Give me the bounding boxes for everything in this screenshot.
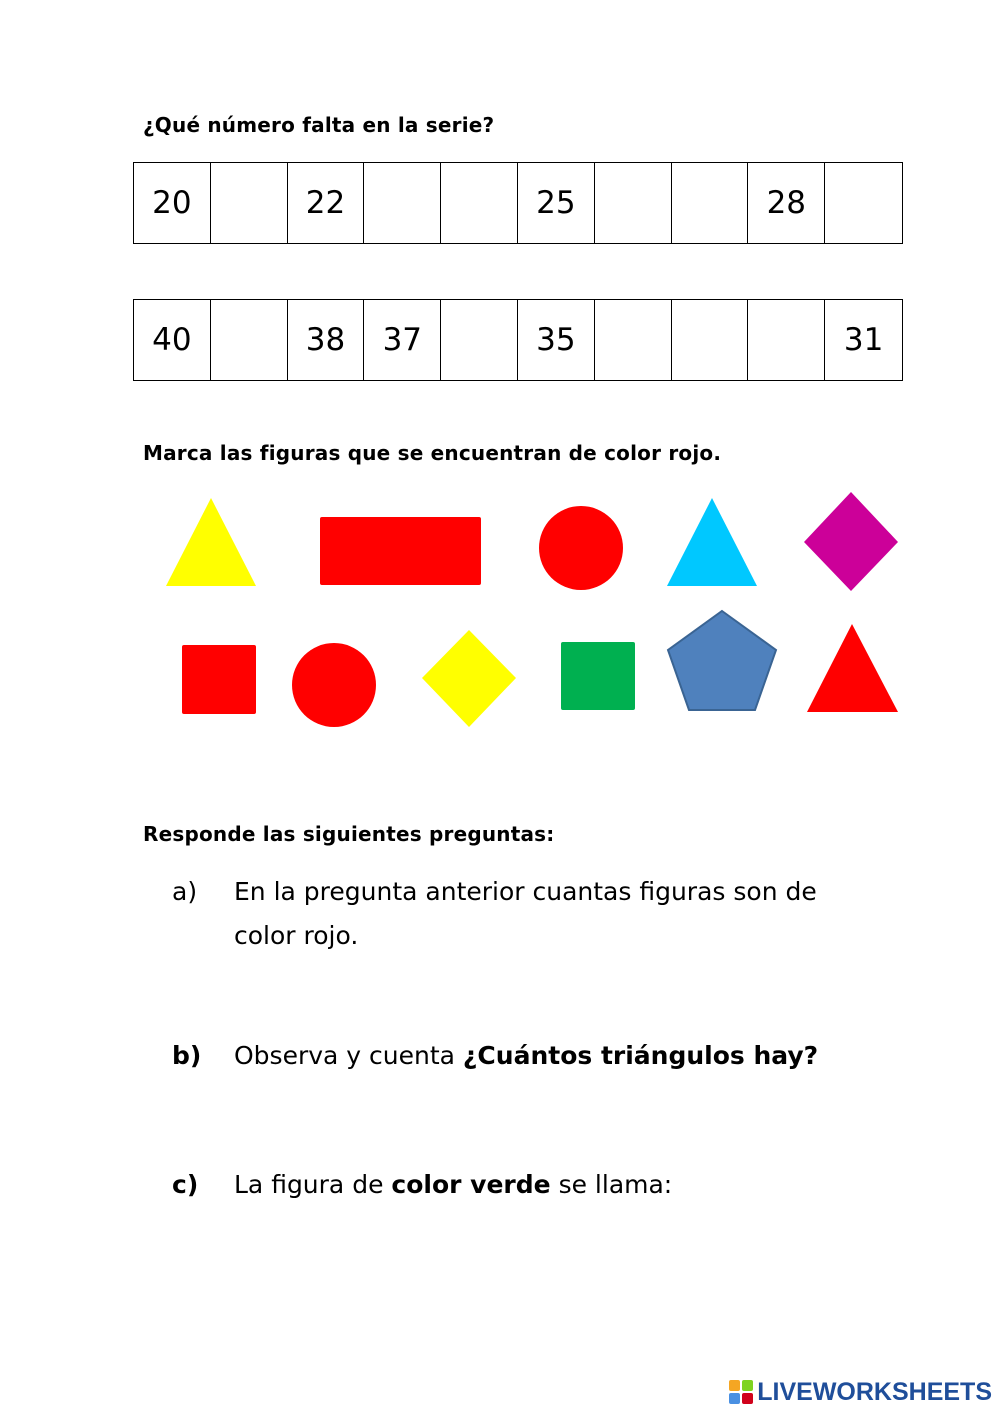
shape-circle-red[interactable]	[539, 506, 623, 590]
shape-square-red[interactable]	[182, 645, 256, 714]
number-series-1	[133, 162, 903, 244]
question-c-text	[234, 1163, 834, 1207]
series-number-cell: 40	[134, 300, 211, 380]
series-blank-cell[interactable]	[211, 300, 288, 380]
series-number-cell: 31	[843, 322, 884, 358]
shape-square-green[interactable]	[561, 642, 635, 710]
series-number-cell: 35	[518, 300, 595, 380]
series-blank-cell[interactable]	[672, 163, 749, 243]
series-blank-cell[interactable]	[748, 300, 825, 380]
liveworksheets-logo	[729, 1377, 992, 1407]
question-b-plain: Observa y cuenta	[234, 1041, 463, 1070]
shape-triangle-blue[interactable]	[667, 498, 757, 586]
series-number-cell: 20	[134, 163, 211, 243]
series-number-cell: 22	[288, 163, 365, 243]
number-series-2	[133, 299, 903, 381]
shape-pentagon-blue[interactable]	[668, 611, 776, 710]
question-c-bold: color verde	[391, 1170, 551, 1199]
answer-a-input[interactable]	[234, 965, 798, 1007]
series-blank-cell[interactable]	[595, 300, 672, 380]
shape-diamond-yellow[interactable]	[422, 630, 516, 727]
series-number-cell: 37	[364, 300, 441, 380]
question-a-line2: color rojo.	[234, 921, 359, 950]
question-c-plain-1: La figura de	[234, 1170, 392, 1199]
shape-circle-red-2[interactable]	[292, 643, 376, 727]
logo-wordmark: LIVEWORKSHEETS	[757, 1377, 992, 1406]
series-question-title: ¿Qué número falta en la serie?	[143, 113, 495, 137]
question-b-bold: ¿Cuántos triángulos hay?	[462, 1041, 819, 1070]
question-b-label: b)	[172, 1041, 202, 1070]
question-c-label: c)	[172, 1170, 199, 1199]
series-number-cell: 38	[288, 300, 365, 380]
series-blank-cell[interactable]	[672, 300, 749, 380]
shape-rectangle-red[interactable]	[320, 517, 481, 585]
question-a-text	[234, 870, 834, 958]
series-blank-cell[interactable]	[825, 163, 902, 243]
shape-triangle-red[interactable]	[807, 624, 898, 712]
series-blank-cell[interactable]	[441, 300, 518, 380]
series-number-cell: 28	[748, 163, 825, 243]
question-b-text	[234, 1034, 834, 1078]
shape-diamond-magenta[interactable]	[804, 492, 898, 591]
series-blank-cell[interactable]	[441, 163, 518, 243]
series-blank-cell[interactable]	[364, 163, 441, 243]
series-blank-cell[interactable]	[211, 163, 288, 243]
series-blank-cell[interactable]	[595, 163, 672, 243]
question-c-plain-2: se llama:	[550, 1170, 673, 1199]
answer-c-input[interactable]	[234, 1215, 798, 1257]
series-number-cell: 25	[518, 163, 595, 243]
question-a-label: a)	[172, 877, 198, 906]
answer-b-input[interactable]	[234, 1085, 798, 1127]
logo-mark-icon	[729, 1380, 753, 1404]
shapes-question-title: Marca las figuras que se encuentran de color rojo.	[143, 441, 722, 465]
question-a-line1: En la pregunta anterior cuantas figuras son de	[234, 877, 817, 906]
shapes-area	[0, 480, 1000, 740]
questions-title: Responde las siguientes preguntas:	[143, 822, 555, 846]
shape-triangle-yellow[interactable]	[166, 498, 256, 586]
